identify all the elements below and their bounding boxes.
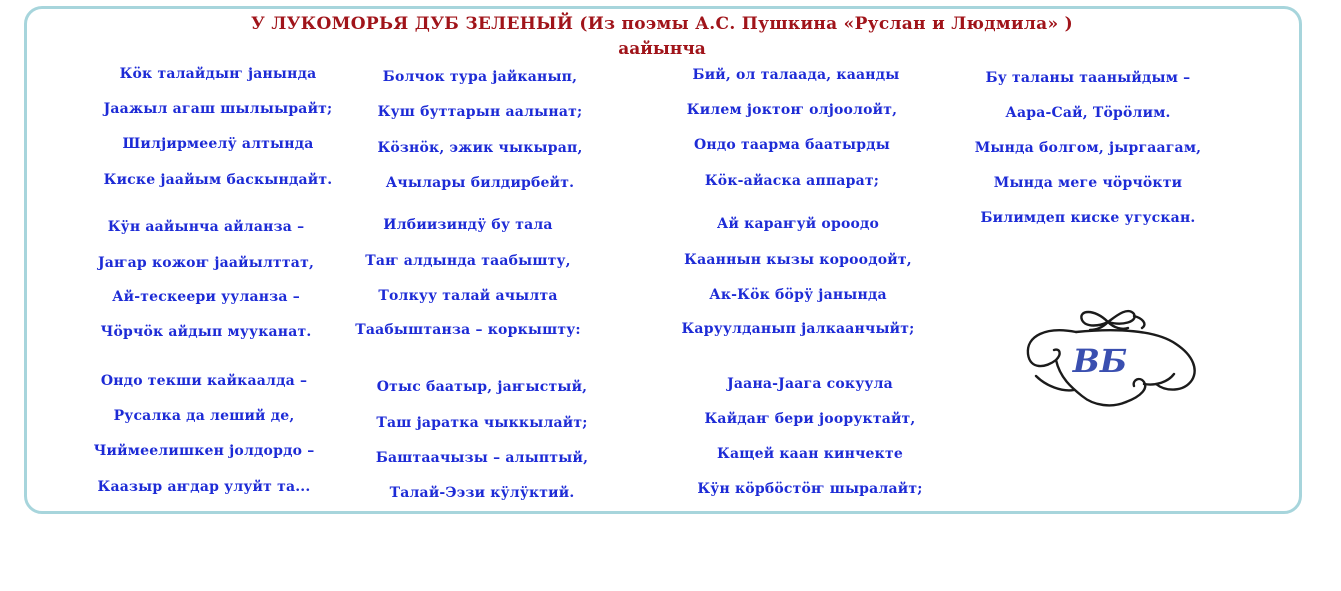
vb-monogram-logo — [1016, 306, 1202, 410]
verse-line: Кааннын кызы короодойт, — [684, 252, 912, 268]
verse-line: Чӧрчӧк айдып мууканат. — [100, 324, 312, 340]
verse-line: Мында болгом, јыргаагам, — [974, 140, 1202, 156]
verse-line: Чиймеелишкен јолдордо – — [93, 443, 315, 459]
verse-line: Аара-Сай, Тӧрӧлим. — [1005, 105, 1171, 121]
verse-line: Ак-Кӧк бӧрӱ јанында — [709, 287, 887, 303]
verse-line: Кащей каан кинчекте — [717, 446, 903, 462]
verse-line: Куш буттарын аалынат; — [377, 104, 583, 120]
verse-line: Таҥ алдында таабышту, — [365, 253, 571, 269]
verse-line: Киске јаайым баскындайт. — [103, 172, 333, 188]
verse-line: Русалка да леший де, — [113, 408, 295, 424]
verse-line: Кӧзнӧк, эжик чыкырап, — [377, 140, 583, 156]
verse-line: Јаҥар кожоҥ јаайылттат, — [97, 255, 315, 271]
verse-line: Болчок тура јайканып, — [382, 69, 578, 85]
verse-line: Ай-тескеери ууланза – — [112, 289, 300, 305]
verse-line: Ондо текши кайкаалда – — [100, 373, 308, 389]
poem-title: У ЛУКОМОРЬЯ ДУБ ЗЕЛЕНЫЙ (Из поэмы А.С. Пушкина «Руслан и Людмила» ) — [251, 14, 1073, 34]
verse-line: Отыс баатыр, јаҥыстый, — [376, 379, 588, 395]
verse-line: Талай-Ээзи кӱлӱктий. — [389, 485, 575, 501]
verse-line: Килем јоктоҥ олјоолойт, — [686, 102, 898, 118]
verse-line: Кӧк-айаска аппарат; — [704, 173, 880, 189]
verse-line: Кайдаҥ бери јооруктайт, — [704, 411, 916, 427]
verse-line: Илбиизиндӱ бу тала — [383, 217, 553, 233]
verse-line: Каазыр аҥдар улуйт та... — [97, 479, 311, 495]
verse-line: Баштаачызы – алыптый, — [375, 450, 589, 466]
verse-line: Шилјирмеелӱ алтында — [122, 136, 314, 152]
verse-line: Ай караҥуй ороодо — [716, 216, 880, 232]
verse-line: Каруулданып јалкаанчыйт; — [681, 321, 915, 337]
verse-line: Мында меге чӧрчӧкти — [993, 175, 1183, 191]
verse-line: Кӱн кӧрбӧстӧҥ шыралайт; — [697, 481, 923, 497]
verse-line: Бий, ол талаада, каанды — [692, 67, 900, 83]
verse-line: Толкуу талай ачылта — [378, 288, 558, 304]
verse-line: Ондо таарма баатырды — [693, 137, 891, 153]
verse-line: Јаана-Јаага сокуула — [727, 376, 893, 392]
verse-line: Кӱн аайынча айланза – — [107, 219, 305, 235]
verse-line: Билимдеп киске угускан. — [980, 210, 1196, 226]
verse-line: Таш јаратка чыккылайт; — [376, 415, 588, 431]
verse-line: Бу таланы тааныйдым – — [985, 70, 1191, 86]
verse-line: Јаажыл агаш шылыырайт; — [103, 101, 333, 117]
verse-line: Ачылары билдирбейт. — [385, 175, 575, 191]
poem-subtitle: аайынча — [618, 39, 706, 59]
verse-line: Кӧк талайдыҥ јанында — [119, 66, 317, 82]
logo-letters: ВБ — [1072, 342, 1128, 380]
verse-line: Таабыштанза – коркышту: — [355, 322, 581, 338]
